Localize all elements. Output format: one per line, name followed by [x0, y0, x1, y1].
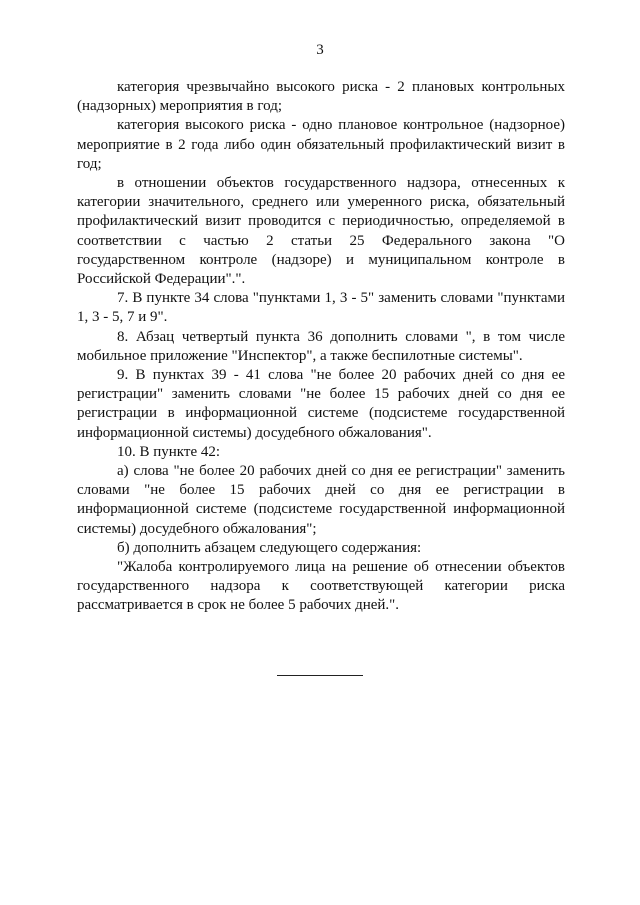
page-number: 3	[316, 42, 324, 58]
end-separator-line	[277, 675, 363, 676]
paragraph-item-9: 9. В пунктах 39 - 41 слова "не более 20 рабочих дней со дня ее регистрации" заменить словами "не более 15 рабочих дней со дня ее регистрации в информационной системе (подсистеме государственной информационной системы) досудебного обжалования".	[77, 367, 565, 441]
paragraph-item-10: 10. В пункте 42:	[117, 443, 221, 460]
paragraph-extreme-risk-category: категория чрезвычайно высокого риска - 2 плановых контрольных (надзорных) мероприятия в год;	[77, 79, 565, 115]
document-body	[77, 78, 565, 616]
paragraph-item-8: 8. Абзац четвертый пункта 36 дополнить словами ", в том числе мобильное приложение "Инспектор", а также беспилотные системы".	[77, 328, 565, 364]
paragraph-item-10-a: а) слова "не более 20 рабочих дней со дня ее регистрации" заменить словами "не более 15 рабочих дней со дня ее регистрации в информационной системе (подсистеме государственной информационной системы) досудебного обжалования";	[77, 463, 565, 537]
paragraph-item-7: 7. В пункте 34 слова "пунктами 1, 3 - 5" заменить словами "пунктами 1, 3 - 5, 7 и 9".	[77, 290, 565, 326]
paragraph-item-10-b: б) дополнить абзацем следующего содержания:	[117, 539, 422, 556]
paragraph-high-risk-category: категория высокого риска - одно плановое контрольное (надзорное) мероприятие в 2 года либо один обязательный профилактический визит в год;	[77, 117, 565, 172]
paragraph-complaint-text: "Жалоба контролируемого лица на решение об отнесении объектов государственного надзора к соответствующей категории риска рассматривается в срок не более 5 рабочих дней.".	[77, 559, 565, 614]
paragraph-significant-medium-moderate-risk: в отношении объектов государственного надзора, отнесенных к категории значительного, среднего или умеренного риска, обязательный профилактический визит проводится с периодичностью, определяемой в соответствии с частью 2 статьи 25 Федерального закона "О государственном контроле (надзоре) и муниципальном контроле в Российской Федерации".".	[77, 175, 565, 288]
